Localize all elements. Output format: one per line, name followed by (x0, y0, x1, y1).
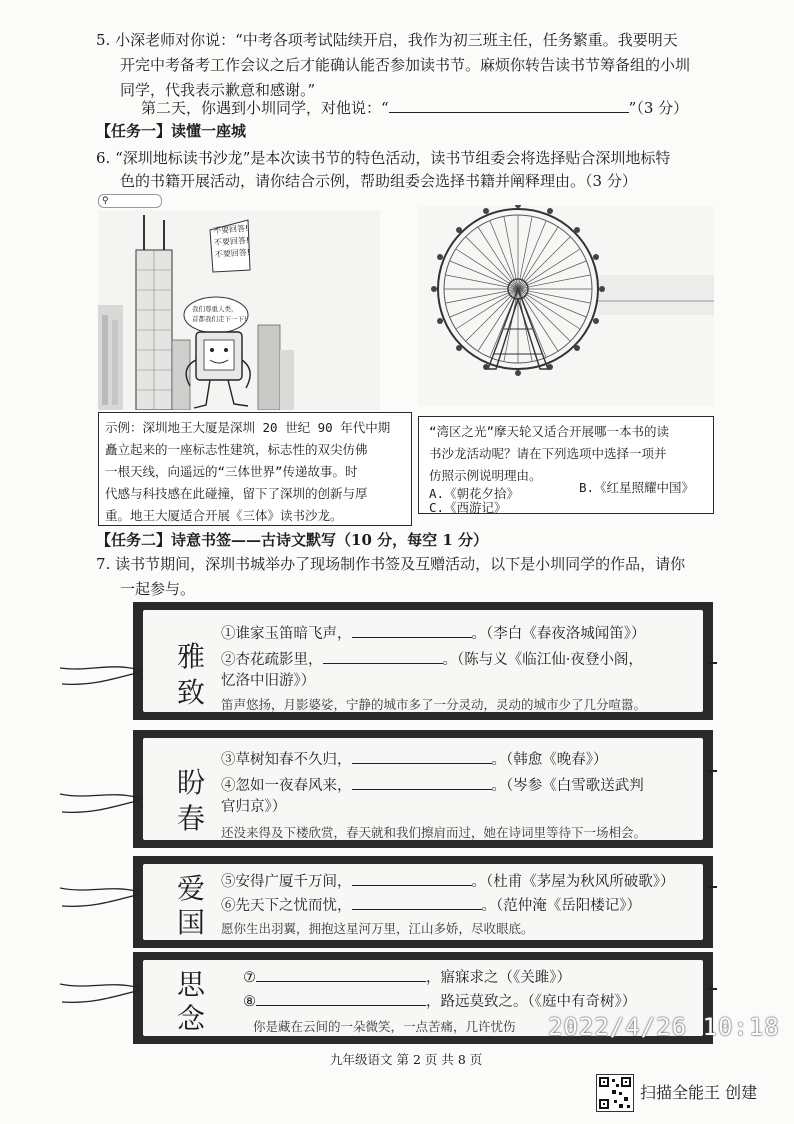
q5-answer-prefix: 第二天，你遇到小圳同学，对他说：“ (141, 99, 389, 117)
example-line: 重。地王大厦适合开展《三体》读书沙龙。 (105, 508, 343, 523)
comic-bubble-2-line: 我们尊重人类， (192, 305, 238, 313)
example-box (98, 412, 412, 526)
poem-prompt: ⑥先天下之忧而忧， (221, 898, 352, 914)
q6-line2: 色的书籍开展活动，请你结合示例，帮助组委会选择书籍并阐释理由。（3 分） (120, 172, 637, 190)
answer-blank-3[interactable] (352, 748, 492, 764)
poem-line-8 (243, 990, 636, 1013)
comic-bubble-2-line: 首都我们走下一下! (192, 315, 247, 323)
photo-timestamp: 2022/4/26 10:18 (548, 1013, 780, 1041)
tassel-icon (60, 650, 140, 690)
option-a[interactable]: A.《朝花夕拾》 (429, 486, 520, 501)
q5-line1: 5. 小深老师对你说：“中考各项考试陆续开启，我作为初三班主任，任务繁重。我要明天 (96, 31, 678, 49)
tassel-icon (60, 972, 140, 1012)
location-tag (98, 194, 162, 208)
ferris-question-line: 书沙龙活动呢？请在下列选项中选择一项并 (429, 446, 667, 461)
poem-prompt: ②杏花疏影里， (221, 652, 323, 668)
ferris-question-line: “湾区之光”摩天轮又适合开展哪一本书的读 (429, 424, 670, 439)
ferris-wheel-icon (418, 205, 714, 405)
bookmark-title-char: 致 (176, 676, 205, 709)
option-b[interactable]: B.《红星照耀中国》 (579, 480, 695, 495)
bookmark-paper (143, 610, 703, 712)
ferris-question-box (418, 416, 714, 514)
example-line: 代感与科技感在此碰撞，留下了深圳的创新与厚 (105, 486, 368, 501)
answer-blank-8[interactable] (256, 990, 426, 1006)
bookmark-pin (707, 988, 717, 990)
pin-icon: ⚲ (102, 196, 109, 206)
poem-line-7 (243, 966, 571, 989)
poem-line-2-cont: 忆洛中旧游》） (221, 673, 316, 689)
poem-source: 。（李白《春夜洛城闻笛》） (471, 626, 646, 642)
poem-prompt: ③草树知春不久归， (221, 752, 352, 768)
bookmark-pin (707, 662, 717, 664)
answer-blank-5[interactable] (352, 870, 472, 886)
q5-answer-line (141, 96, 688, 120)
example-line: 示例：深圳地王大厦是深圳 20 世纪 90 年代中期 (105, 420, 391, 435)
task2-title: 【任务二】诗意书签——古诗文默写（10 分，每空 1 分） (96, 531, 488, 549)
bookmark-title-char: 爱 (176, 872, 205, 905)
poem-line-4-cont: 官归京》） (221, 799, 287, 815)
bookmark-patriotism (133, 856, 713, 948)
q7-line1: 7. 读书节期间，深圳书城举办了现场制作书签及互赠活动，以下是小圳同学的作品，请你 (96, 555, 686, 573)
bookmark-paper (143, 738, 703, 840)
diwang-building-image (98, 210, 380, 410)
bookmark-spring (133, 730, 713, 848)
page-footer: 九年级语文 第 2 页 共 8 页 (330, 1052, 483, 1067)
comic-bubble-1 (213, 223, 251, 261)
bookmark-title-char: 国 (176, 906, 205, 939)
q7-line2: 一起参与。 (120, 580, 196, 598)
bookmark-caption: 还没来得及下楼欣赏，春天就和我们擦肩而过，她在诗词里等待下一场相会。 (221, 825, 647, 840)
q5-line2: 开完中考备考工作会议之后才能确认能否参加读书节。麻烦你转告读书节筹备组的小圳 (120, 56, 691, 74)
bookmark-paper (143, 864, 703, 940)
bookmark-title-char: 盼 (176, 766, 205, 799)
bookmark-title-char: 春 (176, 802, 205, 835)
bookmark-elegant (133, 602, 713, 720)
bookmark-title-char: 念 (176, 1002, 205, 1035)
qr-pattern (597, 1075, 633, 1111)
comic-bubble-2 (192, 304, 247, 324)
tassel-icon (60, 876, 140, 916)
poem-prompt: ⑤安得广厦千万间， (221, 874, 352, 890)
scanner-watermark: 扫描全能王 创建 (640, 1083, 758, 1102)
comic-bubble-1-line: 不要回答! (214, 247, 251, 260)
poem-source: 。（范仲淹《岳阳楼记》） (481, 898, 641, 914)
q5-line3: 同学，代我表示歉意和感谢。” (120, 81, 316, 99)
poem-source: 。（杜甫《茅屋为秋风所破歌》） (471, 874, 675, 890)
task1-title: 【任务一】读懂一座城 (96, 122, 247, 140)
ferris-wheel-image (418, 205, 714, 405)
answer-blank-2[interactable] (323, 648, 443, 664)
answer-blank-6[interactable] (352, 894, 482, 910)
poem-source: 。（岑参《白雪歌送武判 (491, 778, 644, 794)
poem-line-5 (221, 870, 675, 893)
q5-answer-blank[interactable] (389, 97, 629, 113)
bookmark-caption: 笛声悠扬，月影婆娑，宁静的城市多了一分灵动，灵动的城市少了几分喧嚣。 (221, 697, 647, 712)
option-c[interactable]: C.《西游记》 (429, 500, 507, 515)
bookmark-pin (707, 770, 717, 772)
bookmark-pin (707, 886, 717, 888)
comic-bubble-1-line: 不要回答! (213, 235, 250, 248)
qr-code-icon (596, 1074, 634, 1112)
poem-prompt: ⑧ (243, 994, 256, 1010)
answer-blank-1[interactable] (352, 622, 472, 638)
bookmark-title-char: 思 (176, 968, 205, 1001)
bookmark-caption: 你是藏在云间的一朵微笑，一点苦痛，几许忧伤 (253, 1019, 516, 1034)
answer-blank-4[interactable] (352, 774, 492, 790)
poem-line-3 (221, 748, 608, 771)
comic-bubble-1-line: 不要回答! (212, 223, 249, 236)
q5-answer-suffix: ”（3 分） (628, 99, 689, 117)
poem-source: 。（韩愈《晚春》） (491, 752, 608, 768)
poem-prompt: ④忽如一夜春风来， (221, 778, 352, 794)
bookmark-caption: 愿你生出羽翼，拥抱这星河万里，江山多娇，尽收眼底。 (221, 921, 534, 936)
poem-prompt: ①谁家玉笛暗飞声， (221, 626, 352, 642)
tassel-icon (60, 780, 140, 820)
poem-line-4 (221, 774, 644, 797)
poem-line-6 (221, 894, 641, 917)
poem-line-1 (221, 622, 646, 645)
poem-line-2 (221, 648, 643, 671)
poem-source: ，路远莫致之。（《庭中有奇树》） (426, 994, 637, 1010)
bookmark-title-char: 雅 (176, 640, 205, 673)
answer-blank-7[interactable] (256, 966, 426, 982)
poem-source: ，寤寐求之（《关雎》） (426, 970, 571, 986)
poem-prompt: ⑦ (243, 970, 256, 986)
example-line: 矗立起来的一座标志性建筑，标志性的双尖仿佛 (105, 442, 368, 457)
example-line: 一根天线，向遥远的“三体世界”传递故事。时 (105, 464, 358, 479)
poem-source: 。（陈与义《临江仙·夜登小阁， (442, 652, 643, 668)
ferris-question-line: 仿照示例说明理由。 (429, 468, 542, 483)
q6-line1: 6. “深圳地标读书沙龙”是本次读书节的特色活动，读书节组委会将选择贴合深圳地标特 (96, 149, 671, 167)
